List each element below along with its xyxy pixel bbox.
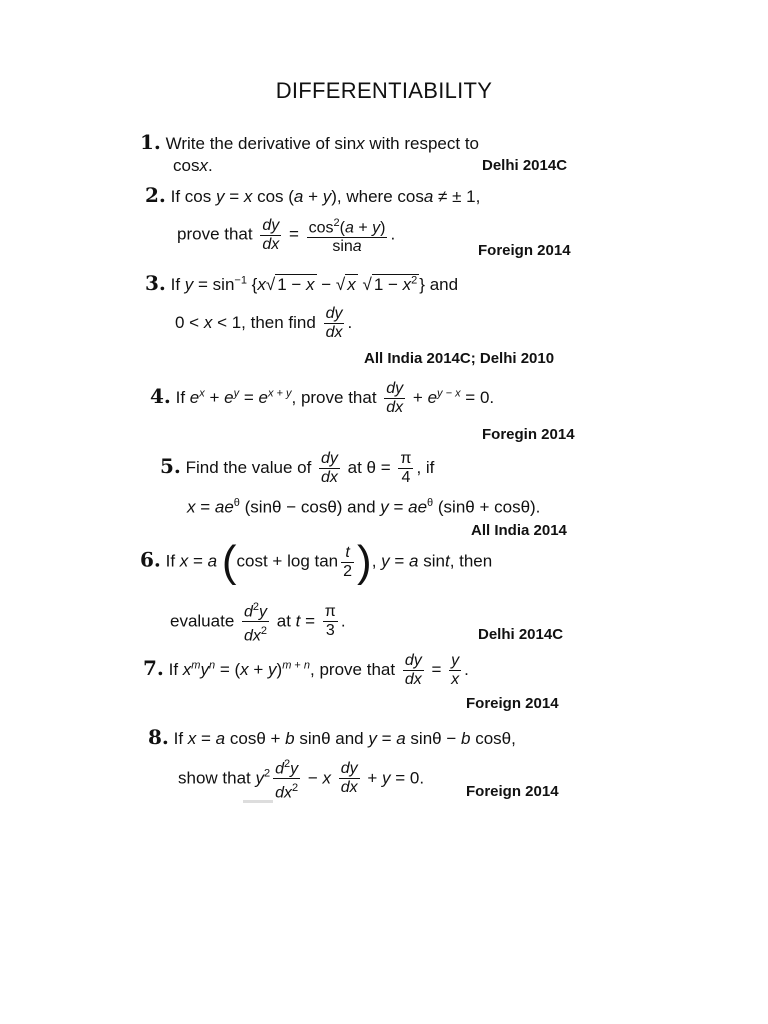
question-5: 5. Find the value of $\frac{dy}{dx}$ at θ = $\frac{\pi}{4}$ , if — [160, 450, 435, 486]
question-7-source: Foreign 2014 — [466, 695, 559, 712]
question-6-line-2: evaluate $\frac{d^2y}{dx^2}$ at t = $\frac{\pi}{3}$ . — [170, 601, 346, 645]
question-2-source: Foreign 2014 — [478, 242, 571, 259]
question-number: 6. — [140, 547, 161, 572]
question-number: 8. — [148, 725, 169, 749]
question-4-source: Foregin 2014 — [482, 426, 575, 443]
page-title: DIFFERENTIABILITY — [275, 78, 493, 103]
question-number: 3. — [145, 271, 166, 295]
question-6-source: Delhi 2014C — [478, 626, 564, 643]
question-1-source: Delhi 2014C — [482, 157, 568, 174]
scan-smudge — [243, 800, 273, 803]
question-number: 7. — [143, 655, 164, 680]
question-2-line-2: prove that $\frac{dy}{dx}$ = $\frac{\cos^2(a + y)}{\sin a}$ . — [177, 216, 396, 256]
question-3-source: All India 2014C; Delhi 2010 — [364, 350, 555, 367]
question-8-source: Foreign 2014 — [466, 783, 559, 800]
question-number: 1. — [140, 130, 161, 154]
question-5-line-2: $x = ae^\theta$ (sinθ − cosθ) and $y = ae^\theta$ (sinθ + cosθ). — [187, 497, 541, 517]
question-5-source: All India 2014 — [471, 522, 567, 539]
question-8-line-2: show that $y^2$ $\frac{d^2y}{dx^2}$ − x $\frac{dy}{dx}$ + y = 0. — [178, 758, 425, 802]
question-8: 8. If x = a cosθ + b sinθ and y = a sinθ − b cosθ, — [148, 725, 516, 749]
question-number: 2. — [145, 183, 166, 207]
question-number: 5. — [160, 453, 181, 478]
question-7: 7. If $x^my^n = (x + y)^{m + n}$, prove that $\frac{dy}{dx}$ = $\frac{y}{x}$ . — [143, 652, 469, 688]
question-number: 4. — [150, 383, 171, 408]
question-3-line-2: 0 < x < 1, then find $\frac{dy}{dx}$ . — [175, 305, 353, 341]
question-1-line-2: cosx. — [173, 156, 213, 175]
question-4: 4. If $e^x + e^y = e^{x + y}$, prove that $\frac{dy}{dx}$ + $e^{y - x} = 0$. — [150, 380, 495, 416]
question-6: 6. If x = a (cost + log tan $\frac{t}{2}$ ), y = a sint, then — [140, 537, 493, 586]
question-2: 2. If cos y = x cos (a + y), where cosa ≠ ± 1, — [145, 183, 481, 207]
question-1: 1. Write the derivative of sinx with respect to — [140, 130, 479, 154]
question-3: 3. If $y = \sin^{-1} \{x√$ 1 − x − √ x √ $1 - x^2$ } and — [145, 271, 459, 295]
